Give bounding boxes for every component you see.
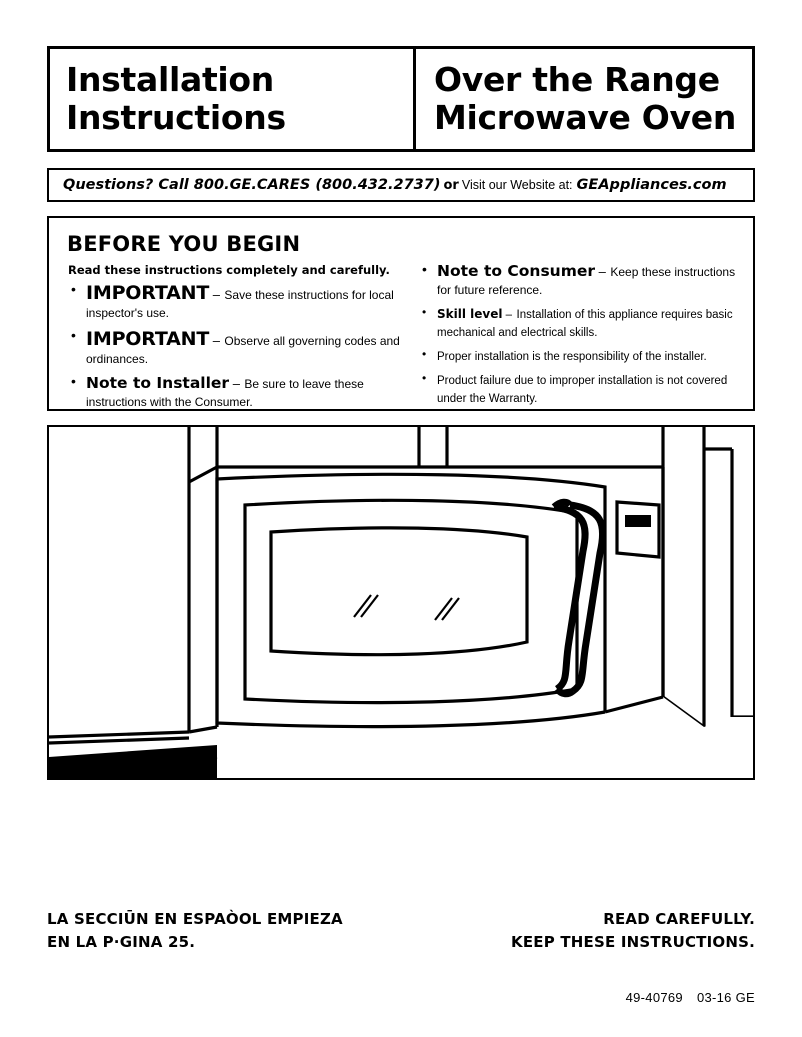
list-item-dash: – xyxy=(232,376,240,391)
list-item-dash: – xyxy=(598,264,606,279)
list-item-lead: IMPORTANT xyxy=(86,328,210,350)
microwave-illustration-svg xyxy=(49,427,753,778)
title-product-line2: Microwave Oven xyxy=(434,98,737,137)
list-item-text: Keep these instructions for future reference. xyxy=(437,265,736,297)
product-illustration xyxy=(47,425,755,780)
questions-bar xyxy=(47,168,755,202)
list-item-text: Proper installation is the responsibility of the installer. xyxy=(437,351,707,363)
questions-or: or xyxy=(443,177,459,193)
before-you-begin-heading: BEFORE YOU BEGIN xyxy=(67,232,301,256)
list-item-text: Save these instructions for local inspector's use. xyxy=(86,288,394,320)
title-block xyxy=(47,46,755,152)
list-item-lead: IMPORTANT xyxy=(86,282,210,304)
title-installation-line2: Instructions xyxy=(66,98,286,137)
list-item-text: Observe all governing codes and ordinances. xyxy=(86,334,400,366)
support-phone-text: Questions? Call 800.GE.CARES (800.432.2737) xyxy=(63,177,441,193)
list-item xyxy=(68,374,408,411)
list-item xyxy=(68,328,408,368)
list-item-text: Be sure to leave these instructions with the Consumer. xyxy=(86,377,364,409)
list-item xyxy=(419,305,739,341)
website-link[interactable]: GEAppliances.com xyxy=(576,177,727,193)
document-code xyxy=(626,990,755,1005)
document-number: 49-40769 xyxy=(625,990,683,1005)
list-item-dash: – xyxy=(505,309,513,321)
before-you-begin-subheading: Read these instructions completely and carefully. xyxy=(68,263,390,277)
read-carefully-line-1: READ CAREFULLY. xyxy=(603,910,755,928)
range-top-band xyxy=(49,745,217,778)
list-item xyxy=(419,262,739,299)
spanish-line-2: EN LA P·GINA 25. xyxy=(47,933,196,951)
visit-website-label: Visit our Website at: xyxy=(461,178,573,192)
list-item-text: Installation of this appliance requires basic mechanical and electrical skills. xyxy=(437,309,733,339)
list-item-text: Product failure due to improper installation is not covered under the Warranty. xyxy=(437,375,728,405)
list-item-lead: Skill level xyxy=(437,307,503,321)
list-item-lead: Note to Consumer xyxy=(437,262,596,280)
list-item-dash: – xyxy=(212,287,220,302)
document-date: 03-16 GE xyxy=(696,990,755,1005)
before-you-begin-left-column xyxy=(68,282,408,417)
title-product-line1: Over the Range xyxy=(434,60,720,99)
before-you-begin-right-column xyxy=(419,262,739,413)
spanish-line-1: LA SECCIŪN EN ESPAÒOL EMPIEZA xyxy=(47,910,343,928)
list-item xyxy=(68,282,408,322)
title-block-right xyxy=(416,49,752,149)
read-carefully-note xyxy=(511,908,755,954)
before-you-begin-box xyxy=(47,216,755,411)
spanish-section-note xyxy=(47,908,343,954)
title-installation-line1: Installation xyxy=(66,60,274,99)
list-item-lead: Note to Installer xyxy=(86,374,230,392)
list-item-dash: – xyxy=(212,333,220,348)
title-block-left xyxy=(50,49,416,149)
list-item xyxy=(419,347,739,365)
read-carefully-line-2: KEEP THESE INSTRUCTIONS. xyxy=(511,933,755,951)
list-item xyxy=(419,371,739,407)
